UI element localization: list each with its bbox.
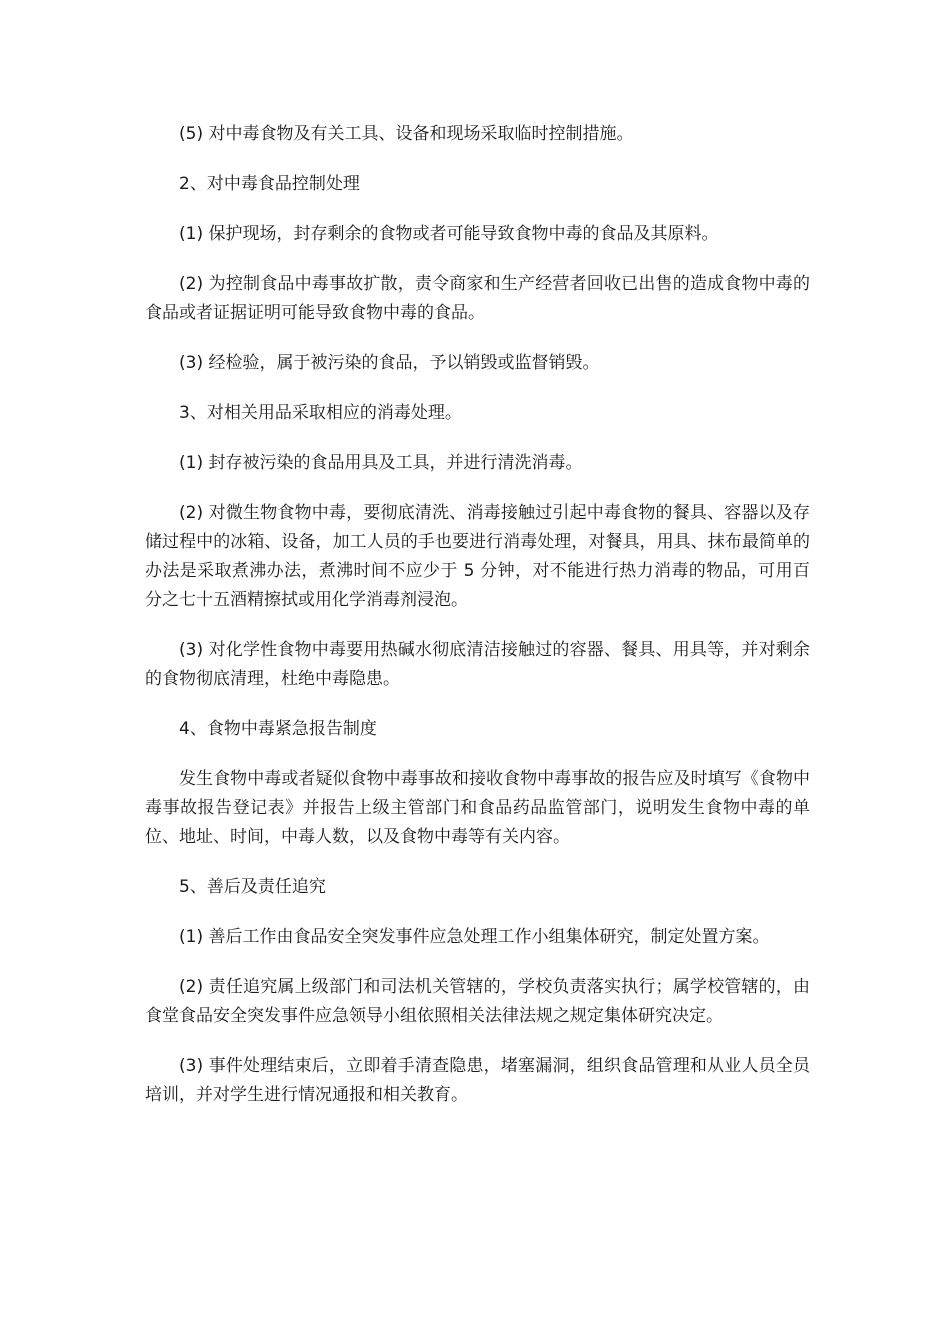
paragraph-4: (3) 经检验，属于被污染的食品，予以销毁或监督销毁。 (179, 353, 600, 373)
section-heading-4: 4、食物中毒紧急报告制度 (179, 719, 377, 739)
paragraph-6: (2) 对微生物食物中毒，要彻底清洗、消毒接触过引起中毒食物的餐具、容器以及存储过程中的冰箱、设备，加工人员的手也要进行消毒处理，对餐具，用具、抹布最简单的办法是采取煮沸办法，煮沸时间不应少于 5 分钟，对不能进行热力消毒的物品，可用百分之七十五酒精擦拭或用化学消毒剂浸泡。 (145, 503, 810, 610)
paragraph-9: (1) 善后工作由食品安全突发事件应急处理工作小组集体研究，制定处置方案。 (179, 927, 770, 947)
section-heading-3: 3、对相关用品采取相应的消毒处理。 (179, 403, 462, 423)
paragraph-10: (2) 责任追究属上级部门和司法机关管辖的，学校负责落实执行；属学校管辖的，由食堂食品安全突发事件应急领导小组依照相关法律法规之规定集体研究决定。 (145, 977, 810, 1026)
section-heading-5: 5、善后及责任追究 (179, 877, 326, 897)
paragraph-5: (1) 封存被污染的食品用具及工具，并进行清洗消毒。 (179, 453, 583, 473)
paragraph-2: (1) 保护现场，封存剩余的食物或者可能导致食物中毒的食品及其原料。 (179, 224, 719, 244)
section-heading-2: 2、对中毒食品控制处理 (179, 174, 360, 194)
document-body (145, 120, 810, 1131)
paragraph-7: (3) 对化学性食物中毒要用热碱水彻底清洁接触过的容器、餐具、用具等，并对剩余的食物彻底清理，杜绝中毒隐患。 (145, 640, 810, 689)
paragraph-11: (3) 事件处理结束后，立即着手清查隐患，堵塞漏洞，组织食品管理和从业人员全员培训，并对学生进行情况通报和相关教育。 (145, 1056, 810, 1105)
paragraph-3: (2) 为控制食品中毒事故扩散，责令商家和生产经营者回收已出售的造成食物中毒的食品或者证据证明可能导致食物中毒的食品。 (145, 274, 810, 323)
paragraph-8: 发生食物中毒或者疑似食物中毒事故和接收食物中毒事故的报告应及时填写《食物中毒事故报告登记表》并报告上级主管部门和食品药品监管部门，说明发生食物中毒的单位、地址、时间，中毒人数，以及食物中毒等有关内容。 (145, 769, 810, 847)
paragraph-1: (5) 对中毒食物及有关工具、设备和现场采取临时控制措施。 (179, 124, 634, 144)
